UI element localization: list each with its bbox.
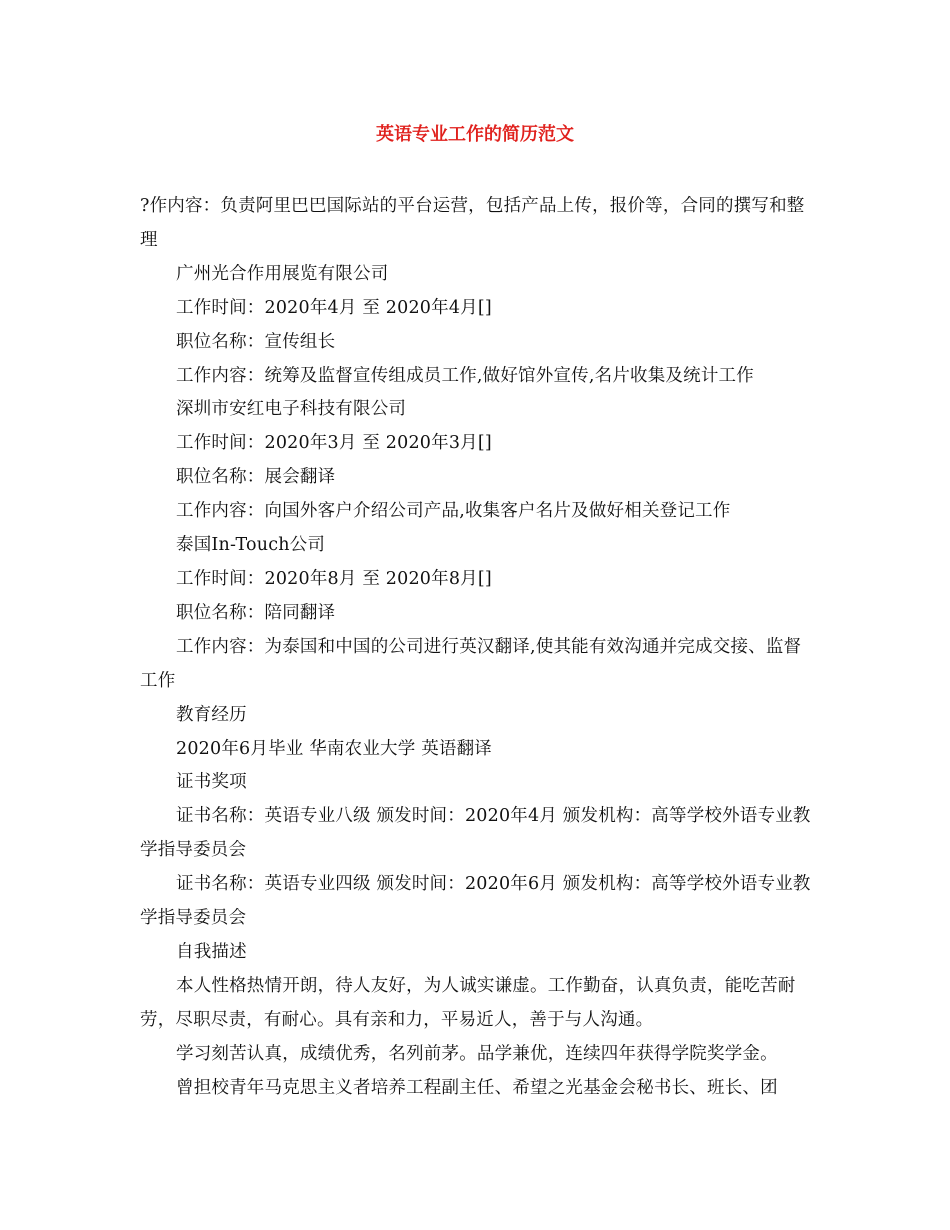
position-title: 职位名称：宣传组长 — [176, 331, 336, 352]
work-content: 工作内容：向国外客户介绍公司产品,收集客户名片及做好相关登记工作 — [176, 501, 731, 522]
paragraph-job-duties: ?作内容：负责阿里巴巴国际站的平台运营，包括产品上传，报价等，合同的撰写和整理 — [140, 196, 805, 250]
section-heading-certificates: 证书奖项 — [176, 772, 247, 793]
self-description-paragraph: 学习刻苦认真，成绩优秀，名列前茅。品学兼优，连续四年获得学院奖学金。 — [176, 1043, 778, 1064]
work-period: 工作时间：2020年8月 至 2020年8月[] — [176, 568, 492, 589]
work-content: 工作内容：统筹及监督宣传组成员工作,做好馆外宣传,名片收集及统计工作 — [176, 365, 754, 386]
document-body — [140, 190, 814, 1105]
certificate-entry: 证书名称：英语专业八级 颁发时间：2020年4月 颁发机构：高等学校外语专业教学指导委员会 — [140, 806, 811, 861]
document-title: 英语专业工作的简历范文 — [376, 124, 574, 145]
work-content: 工作内容：为泰国和中国的公司进行英汉翻译,使其能有效沟通并完成交接、监督工作 — [140, 636, 802, 691]
company-name: 泰国In-Touch公司 — [176, 535, 326, 556]
section-heading-self-description: 自我描述 — [176, 941, 247, 962]
position-title: 职位名称：陪同翻译 — [176, 602, 336, 623]
education-entry: 2020年6月毕业 华南农业大学 英语翻译 — [176, 738, 492, 759]
company-name: 广州光合作用展览有限公司 — [176, 263, 389, 284]
section-heading-education: 教育经历 — [176, 704, 247, 725]
self-description-paragraph: 曾担校青年马克思主义者培养工程副主任、希望之光基金会秘书长、班长、团 — [176, 1077, 778, 1098]
work-period: 工作时间：2020年4月 至 2020年4月[] — [176, 297, 492, 318]
certificate-entry: 证书名称：英语专业四级 颁发时间：2020年6月 颁发机构：高等学校外语专业教学指导委员会 — [140, 874, 811, 929]
self-description-paragraph: 本人性格热情开朗，待人友好，为人诚实谦虚。工作勤奋，认真负责，能吃苦耐劳，尽职尽责，有耐心。具有亲和力，平易近人，善于与人沟通。 — [140, 975, 796, 1030]
work-period: 工作时间：2020年3月 至 2020年3月[] — [176, 433, 492, 454]
company-name: 深圳市安红电子科技有限公司 — [176, 399, 407, 420]
position-title: 职位名称：展会翻译 — [176, 467, 336, 488]
